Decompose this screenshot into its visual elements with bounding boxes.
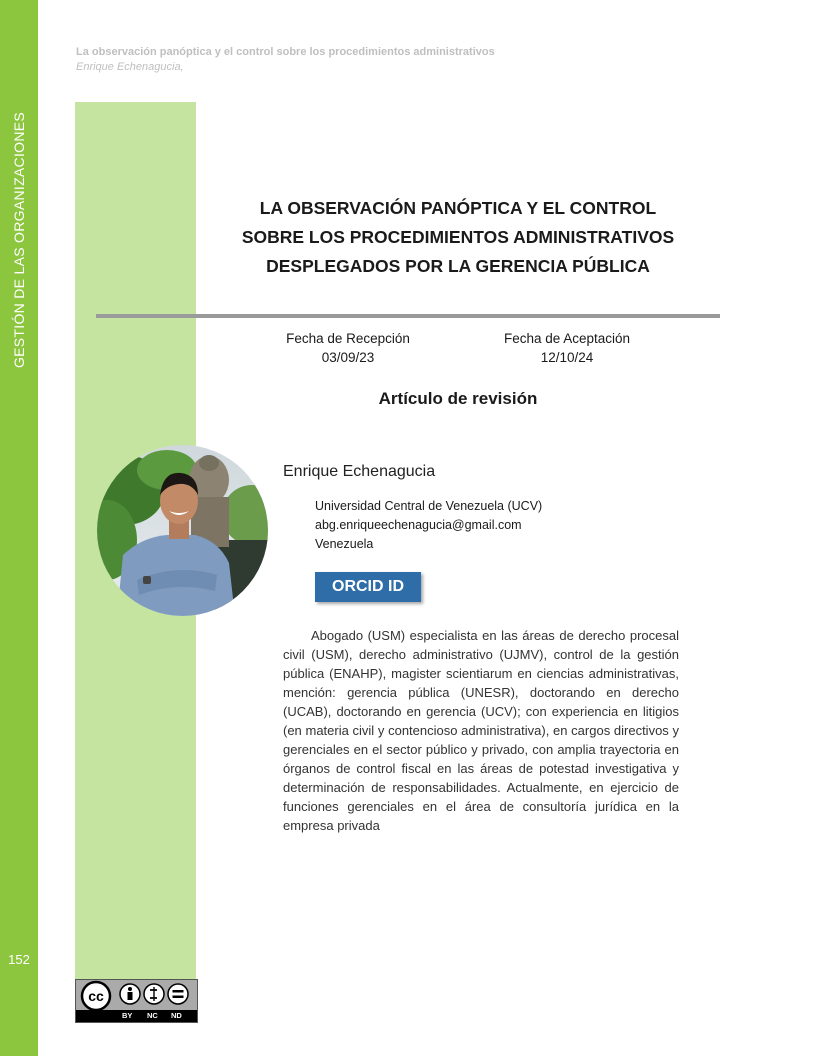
author-email[interactable]: abg.enriqueechenagucia@gmail.com [315,518,522,532]
running-header-title: La observación panóptica y el control sobre los procedimientos administrativos [76,46,495,58]
author-bio: Abogado (USM) especialista en las áreas de derecho procesal civil (USM), derecho administrativo (UJMV), control de la gestión pública (ENAHP), magister scientiarum en ciencias administrativas, mención: gerencia pública (UNESR), doctorando en derecho (UCAB), doctorando en gerencia (UCV); con experiencia en litigios (en materia civil y contencioso administrativa), en cargos directivos y gerenciales en el sector público y privado, con amplia trayectoria en órganos de control fiscal en las áreas de potestad investigativa y determinación de responsabilidades. Actualmente, en ejercicio de funciones gerenciales en el área de consultoría jurídica en la empresa privada [283,628,679,833]
cc-icons [76,980,197,1010]
accepted-date-block [467,329,667,367]
running-header-author: Enrique Echenagucia, [76,61,184,73]
cc-label-nc: NC [147,1011,158,1020]
title-line: LA OBSERVACIÓN PANÓPTICA Y EL CONTROL [259,198,657,218]
noderivatives-icon [168,984,188,1004]
article-title [196,194,720,281]
accepted-value: 12/10/24 [540,350,594,365]
received-label: Fecha de Recepción [286,331,410,346]
author-photo [97,445,268,616]
article-type: Artículo de revisión [378,389,538,408]
cc-labels [76,1010,197,1022]
title-line: DESPLEGADOS POR LA GERENCIA PÚBLICA [266,256,650,276]
cc-label-nd: ND [171,1011,182,1020]
orcid-button[interactable]: ORCID ID [315,572,421,602]
received-date-block [248,329,448,367]
title-divider [96,314,720,318]
section-label: GESTIÓN DE LAS ORGANIZACIONES [11,111,27,369]
title-line: SOBRE LOS PROCEDIMIENTOS ADMINISTRATIVOS [241,227,675,247]
author-name: Enrique Echenagucia [283,463,436,480]
noncommercial-icon [144,984,164,1004]
author-affiliation [315,497,542,554]
cc-logo-icon: cc [88,988,104,1004]
cc-license-badge[interactable] [75,979,198,1023]
attribution-icon [120,984,140,1004]
received-value: 03/09/23 [321,350,375,365]
accepted-label: Fecha de Aceptación [503,331,631,346]
page-number: 152 [8,952,30,967]
cc-label-by: BY [122,1011,133,1020]
author-institution: Universidad Central de Venezuela (UCV) [315,499,543,513]
author-country: Venezuela [315,537,374,551]
